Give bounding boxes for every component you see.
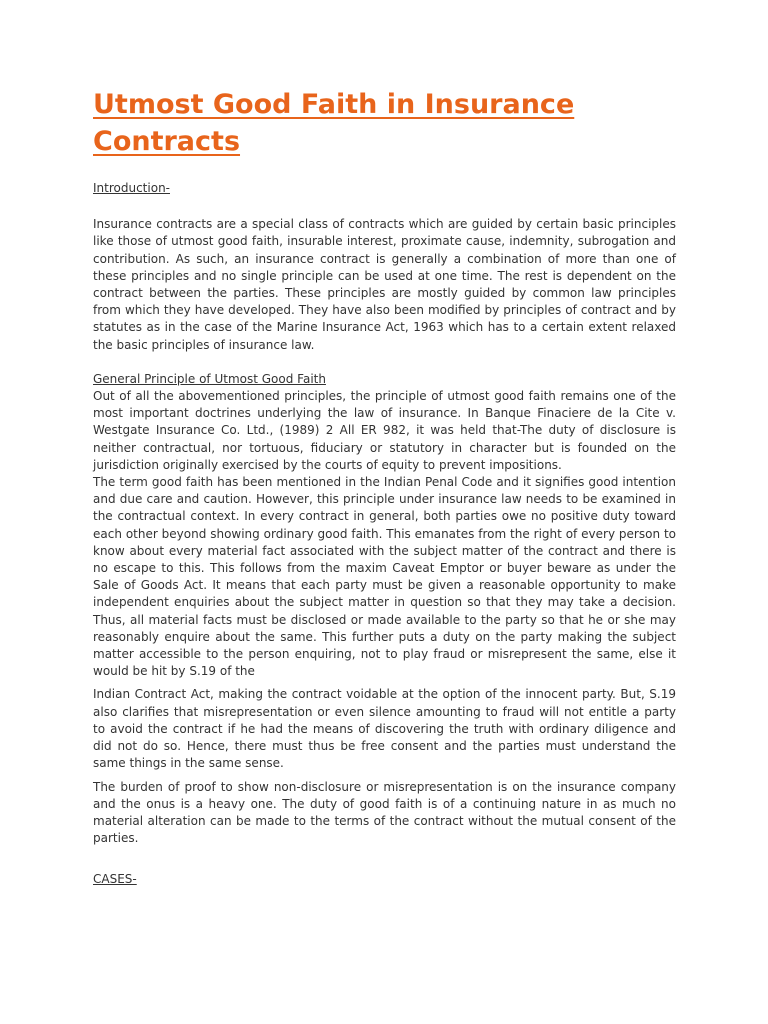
- general-principle-heading: General Principle of Utmost Good Faith: [93, 371, 326, 386]
- general-principle-paragraph-1: Out of all the abovementioned principles, the principle of utmost good faith remains one of the most important doctrines underlying the law of insurance. In Banque Finaciere de la Cite v. Westgate Insurance Co. Ltd., (1989) 2 All ER 982, it was held that-The duty of disclosure is neither contractual, nor tortuous, fiduciary or statutory in character but is founded on the jurisdiction originally exercised by the courts of equity to prevent impositions.: [93, 389, 676, 472]
- document-body: [93, 86, 676, 889]
- page-title: Utmost Good Faith in Insurance Contracts: [93, 89, 575, 157]
- cases-heading: CASES-: [93, 872, 137, 887]
- general-principle-paragraph-2: The term good faith has been mentioned in the Indian Penal Code and it signifies good intention and due care and caution. However, this principle under insurance law needs to be examined in the contractual context. In every contract in general, both parties owe no positive duty toward each other beyond showing ordinary good faith. This emanates from the right of every person to know about every material fact associated with the subject matter of the contract and there is no escape to this. This follows from the maxim Caveat Emptor or buyer beware as under the Sale of Goods Act. It means that each party must be given a reasonable opportunity to make independent enquiries about the subject matter in question so that they may take a decision. Thus, all material facts must be disclosed or made available to the party so that he or she may reasonably enquire about the same. This further puts a duty on the party making the subject matter accessible to the person enquiring, not to play fraud or misrepresent the same, else it would be hit by S.19 of the: [93, 475, 676, 679]
- burden-of-proof-paragraph: The burden of proof to show non-disclosure or misrepresentation is on the insurance company and the onus is a heavy one. The duty of good faith is of a continuing nature in as much no material alteration can be made to the terms of the contract without the mutual consent of the parties.: [93, 779, 676, 846]
- introduction-heading: Introduction-: [93, 181, 170, 195]
- general-principle-paragraph-3: Indian Contract Act, making the contract voidable at the option of the innocent party. But, S.19 also clarifies that misrepresentation or even silence amounting to fraud will not entitle a party to avoid the contract if he had the means of discovering the truth with ordinary diligence and did not do so. Hence, there must thus be free consent and the parties must understand the same things in the same sense.: [93, 687, 676, 771]
- introduction-paragraph: Insurance contracts are a special class of contracts which are guided by certain basic principles like those of utmost good faith, insurable interest, proximate cause, indemnity, subrogation and contribution. As such, an insurance contract is generally a combination of more than one of these principles and no single principle can be used at one time. The rest is dependent on the contract between the parties. These principles are mostly guided by common law principles from which they have developed. They have also been modified by principles of contract and by statutes as in the case of the Marine Insurance Act, 1963 which has to a certain extent relaxed the basic principles of insurance law.: [93, 217, 676, 352]
